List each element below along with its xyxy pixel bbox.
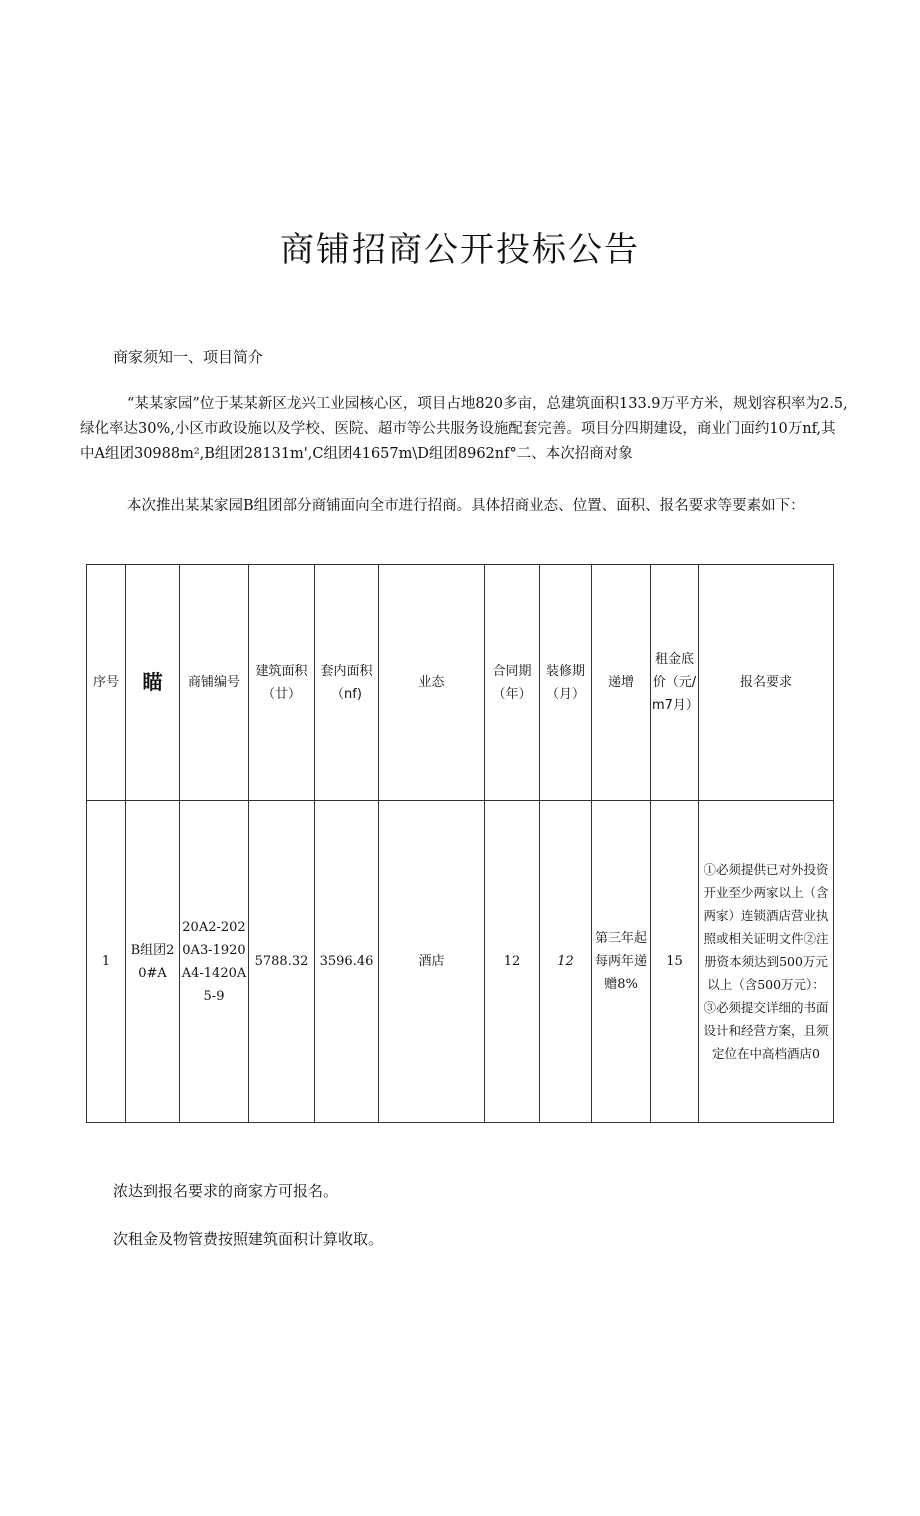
cell-business: 酒店 — [379, 801, 485, 1123]
header-gross-area: 建筑面积（廿） — [249, 565, 315, 801]
intro-paragraph: “某某家园”位于某某新区龙兴工业园核心区，项目占地820多亩，总建筑面积133.9万平方米，规划容积率为2.5,绿化率达30%,小区市政设施以及学校、医院、超市等公共服务设施配套完善。项目分四期建设，商业门面约10万nf,其中A组团30988m²,B组团28131m',C组团41657m\D组团8962nf°二、本次招商对象 — [80, 396, 848, 462]
shop-table — [86, 564, 834, 1123]
header-inner-area: 套内面积（nf) — [315, 565, 379, 801]
header-group: 瞄 — [126, 565, 180, 801]
table-header-row — [87, 565, 834, 801]
header-decoration: 装修期（月） — [540, 565, 592, 801]
cell-requirement: ①必须提供已对外投资开业至少两家以上（含两家）连锁酒店营业执照或相关证明文件②注册资本须达到500万元以上（含500万元）：③必须提交详细的书面设计和经营方案，且须定位在中高档酒店0 — [699, 801, 834, 1123]
cell-contract: 12 — [485, 801, 540, 1123]
header-requirement: 报名要求 — [699, 565, 834, 801]
cell-seq: 1 — [87, 801, 126, 1123]
header-seq: 序号 — [87, 565, 126, 801]
object-paragraph: 本次推出某某家园B组团部分商铺面向全市进行招商。具体招商业态、位置、面积、报名要求等要素如下： — [127, 498, 805, 514]
cell-decoration: 12 — [540, 801, 592, 1123]
note-2: 次租金及物管费按照建筑面积计算收取。 — [113, 1230, 384, 1248]
header-rent: 租金底价（元/m7月） — [651, 565, 699, 801]
header-contract: 合同期（年） — [485, 565, 540, 801]
note-1: 浓达到报名要求的商家方可报名。 — [113, 1182, 339, 1200]
cell-group: B组团20#A — [126, 801, 180, 1123]
page-title: 商铺招商公开投标公告 — [280, 230, 640, 270]
cell-gross-area: 5788.32 — [249, 801, 315, 1123]
object-paragraph-block — [80, 494, 850, 519]
header-increase: 递增 — [592, 565, 651, 801]
cell-inner-area: 3596.46 — [315, 801, 379, 1123]
cell-increase: 第三年起每两年递赠8% — [592, 801, 651, 1123]
section-heading: 商家须知一、项目简介 — [113, 348, 264, 366]
table-row — [87, 801, 834, 1123]
header-shop-no: 商铺编号 — [180, 565, 249, 801]
header-business: 业态 — [379, 565, 485, 801]
intro-paragraph-block — [80, 392, 850, 467]
cell-shop-no: 20A2-2020A3-1920A4-1420A5-9 — [180, 801, 249, 1123]
cell-rent: 15 — [651, 801, 699, 1123]
